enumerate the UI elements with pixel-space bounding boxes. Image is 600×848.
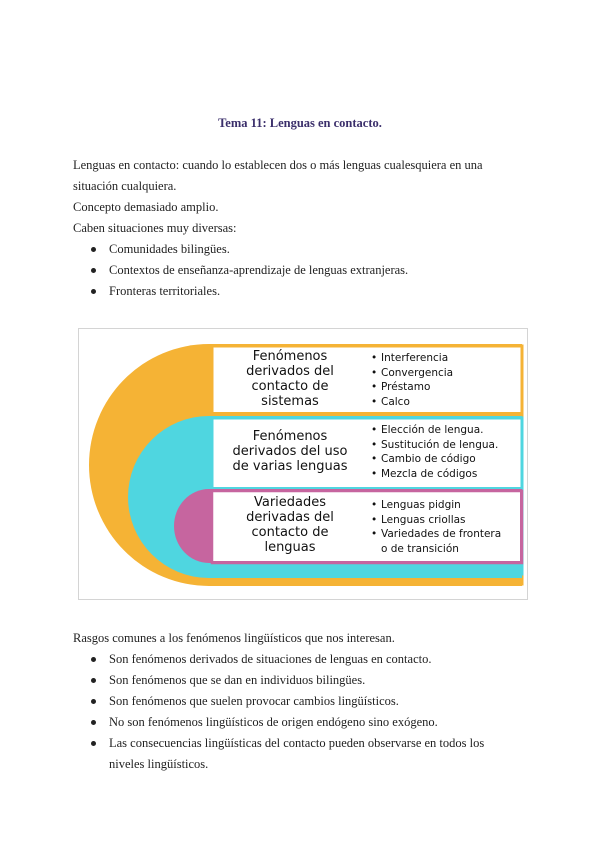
list-item: No son fenómenos lingüísticos de origen endógeno sino exógeno. <box>73 712 533 733</box>
list-item: Las consecuencias lingüísticas del contacto pueden observarse en todos los <box>73 733 533 754</box>
list-item: • Sustitución de lengua. <box>371 438 498 453</box>
section-2-items <box>371 423 498 481</box>
title-line: Fenómenos <box>252 349 328 364</box>
section-3-title <box>217 495 363 555</box>
rasgos-section <box>73 628 533 775</box>
list-item: • Cambio de código <box>371 452 498 467</box>
section-2-title <box>217 429 363 474</box>
intro-line: Caben situaciones muy diversas: <box>73 221 237 235</box>
title-line: contacto de <box>251 379 329 394</box>
list-item: • Convergencia <box>371 366 453 381</box>
title-line: Variedades <box>253 495 327 510</box>
title-line: derivados del uso <box>232 444 348 459</box>
situations-list <box>73 239 533 302</box>
section-1-items <box>371 351 453 409</box>
list-item: • Elección de lengua. <box>371 423 498 438</box>
section-heading: Rasgos comunes a los fenómenos lingüísticos que nos interesan. <box>73 631 395 645</box>
section-3-items <box>371 498 501 556</box>
rasgos-list <box>73 649 533 775</box>
list-item-continuation: niveles lingüísticos. <box>109 757 209 771</box>
list-item: Son fenómenos que se dan en individuos bilingües. <box>73 670 533 691</box>
title-line: derivados del <box>246 364 334 379</box>
list-item: • Calco <box>371 395 453 410</box>
list-item-continuation: o de transición <box>381 542 459 555</box>
list-item: • Lenguas pidgin <box>371 498 501 513</box>
intro-line: Concepto demasiado amplio. <box>73 200 219 214</box>
list-item: • Lenguas criollas <box>371 513 501 528</box>
list-item: • Mezcla de códigos <box>371 467 498 482</box>
title-line: derivadas del <box>246 510 334 525</box>
title-line: sistemas <box>261 394 319 409</box>
list-item: • Préstamo <box>371 380 453 395</box>
intro-section <box>73 155 533 302</box>
list-item: • Interferencia <box>371 351 453 366</box>
contact-phenomena-diagram <box>78 328 528 600</box>
title-line: de varias lenguas <box>232 459 348 474</box>
title-line: Fenómenos <box>252 429 328 444</box>
title-line: contacto de <box>251 525 329 540</box>
list-item: Son fenómenos derivados de situaciones de lenguas en contacto. <box>73 649 533 670</box>
section-1-title <box>217 349 363 409</box>
title-line: lenguas <box>264 540 316 555</box>
list-item: Fronteras territoriales. <box>73 281 533 302</box>
list-item: Contextos de enseñanza-aprendizaje de lenguas extranjeras. <box>73 260 533 281</box>
list-item: Son fenómenos que suelen provocar cambios lingüísticos. <box>73 691 533 712</box>
page-title: Tema 11: Lenguas en contacto. <box>218 116 382 130</box>
intro-line: situación cualquiera. <box>73 179 177 193</box>
list-item: Comunidades bilingües. <box>73 239 533 260</box>
list-item: • Variedades de frontera <box>371 527 501 542</box>
intro-line: Lenguas en contacto: cuando lo establecen dos o más lenguas cualesquiera en una <box>73 158 483 172</box>
